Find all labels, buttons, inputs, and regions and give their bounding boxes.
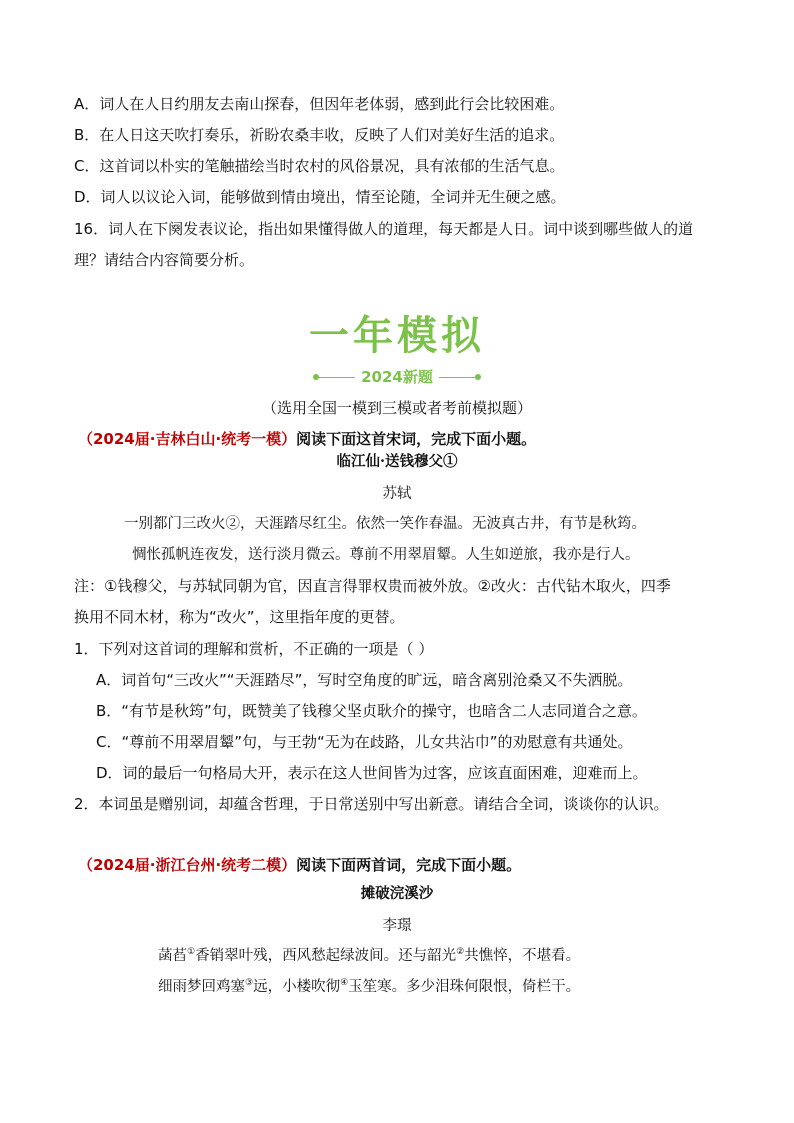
poem1-note-line2: 换用不同木材，称为“改火”，这里指年度的更替。 [74, 608, 405, 626]
poem2-author: 李璟 [382, 918, 412, 934]
poem2-line1-part-b: 香销翠叶残，西风愁起绿波间。还与韶光 [195, 948, 457, 964]
banner-note: （选用全国一模到三模或者考前模拟题） [261, 399, 532, 417]
poem2-line-2 [158, 977, 580, 997]
poem1-note-line1: 注：①钱穆父，与苏轼同朝为官，因直言得罪权贵而被外放。②改火：古代钻木取火，四季 [74, 577, 671, 595]
poem1-line-2: 惆怅孤帆连夜发，送行淡月微云。尊前不用翠眉颦。人生如逆旅，我亦是行人。 [132, 547, 640, 563]
section2-heading [78, 855, 521, 875]
poem1-author: 苏轼 [382, 486, 412, 502]
q1-option-a: A．词首句“三改火”“天涯踏尽”，写时空角度的旷远，暗含离别沧桑又不失洒脱。 [96, 671, 633, 689]
footnote-mark-3: ③ [245, 978, 254, 989]
q2-stem: 2．本词虽是赠别词，却蕴含哲理，于日常送别中写出新意。请结合全词，谈谈你的认识。 [74, 795, 669, 813]
footnote-mark-1: ① [187, 947, 196, 958]
q15-option-d: D．词人以议论入词，能够做到情由境出，情至论随，全词并无生硬之感。 [74, 188, 566, 206]
poem2-line2-part-a: 细雨梦回鸡塞 [158, 979, 245, 995]
section-banner-subtitle [0, 366, 794, 388]
q16-line1: 16．词人在下阕发表议论，指出如果懂得做人的道理，每天都是人日。词中谈到哪些做人的道 [74, 220, 694, 238]
q15-option-c: C．这首词以朴实的笔触描绘当时农村的风俗景况，具有浓郁的生活气息。 [74, 157, 565, 175]
q16-line2: 理？请结合内容简要分析。 [74, 251, 255, 269]
poem2-line-1 [158, 946, 580, 966]
poem1-line-1: 一别都门三改火②，天涯踏尽红尘。依然一笑作春温。无波真古井，有节是秋筠。 [124, 516, 646, 532]
q15-option-b: B．在人日这天吹打奏乐，祈盼农桑丰收，反映了人们对美好生活的追求。 [74, 126, 565, 144]
section2-source: （2024届·浙江台州·统考二模） [78, 856, 297, 874]
poem2-line2-part-b: 远，小楼吹彻 [253, 979, 341, 995]
banner-subtitle-text: 2024新题 [361, 368, 433, 386]
section2-instruction: 阅读下面两首词，完成下面小题。 [296, 856, 522, 874]
section1-heading [78, 429, 536, 449]
q1-stem: 1．下列对这首词的理解和赏析，不正确的一项是（ ） [74, 640, 434, 658]
section1-source: （2024届·吉林白山·统考一模） [78, 430, 297, 448]
poem2-line1-part-a: 菡萏 [158, 948, 187, 964]
q15-option-a: A．词人在人日约朋友去南山探春，但因年老体弱，感到此行会比较困难。 [74, 95, 565, 113]
footnote-mark-4: ④ [340, 978, 349, 989]
q1-option-c: C．“尊前不用翠眉颦”句，与王勃“无为在歧路，儿女共沾巾”的劝慰意有共通处。 [96, 733, 633, 751]
footnote-mark-2: ② [456, 947, 465, 958]
poem2-line2-part-c: 玉笙寒。多少泪珠何限恨，倚栏干。 [348, 979, 581, 995]
section-banner-title: 一年模拟 [309, 313, 485, 359]
poem2-line1-part-c: 共憔悴，不堪看。 [464, 948, 581, 964]
banner-rule-left [317, 377, 355, 379]
section1-instruction: 阅读下面这首宋词，完成下面小题。 [296, 430, 537, 448]
q1-option-b: B．“有节是秋筠”句，既赞美了钱穆父坚贞耿介的操守，也暗含二人志同道合之意。 [96, 702, 647, 720]
q1-option-d: D．词的最后一句格局大开，表示在这人世间皆为过客，应该直面困难，迎难而上。 [96, 764, 648, 782]
banner-rule-right [439, 377, 477, 379]
poem1-title: 临江仙·送钱穆父① [336, 453, 458, 470]
poem2-title: 摊破浣溪沙 [360, 885, 434, 902]
